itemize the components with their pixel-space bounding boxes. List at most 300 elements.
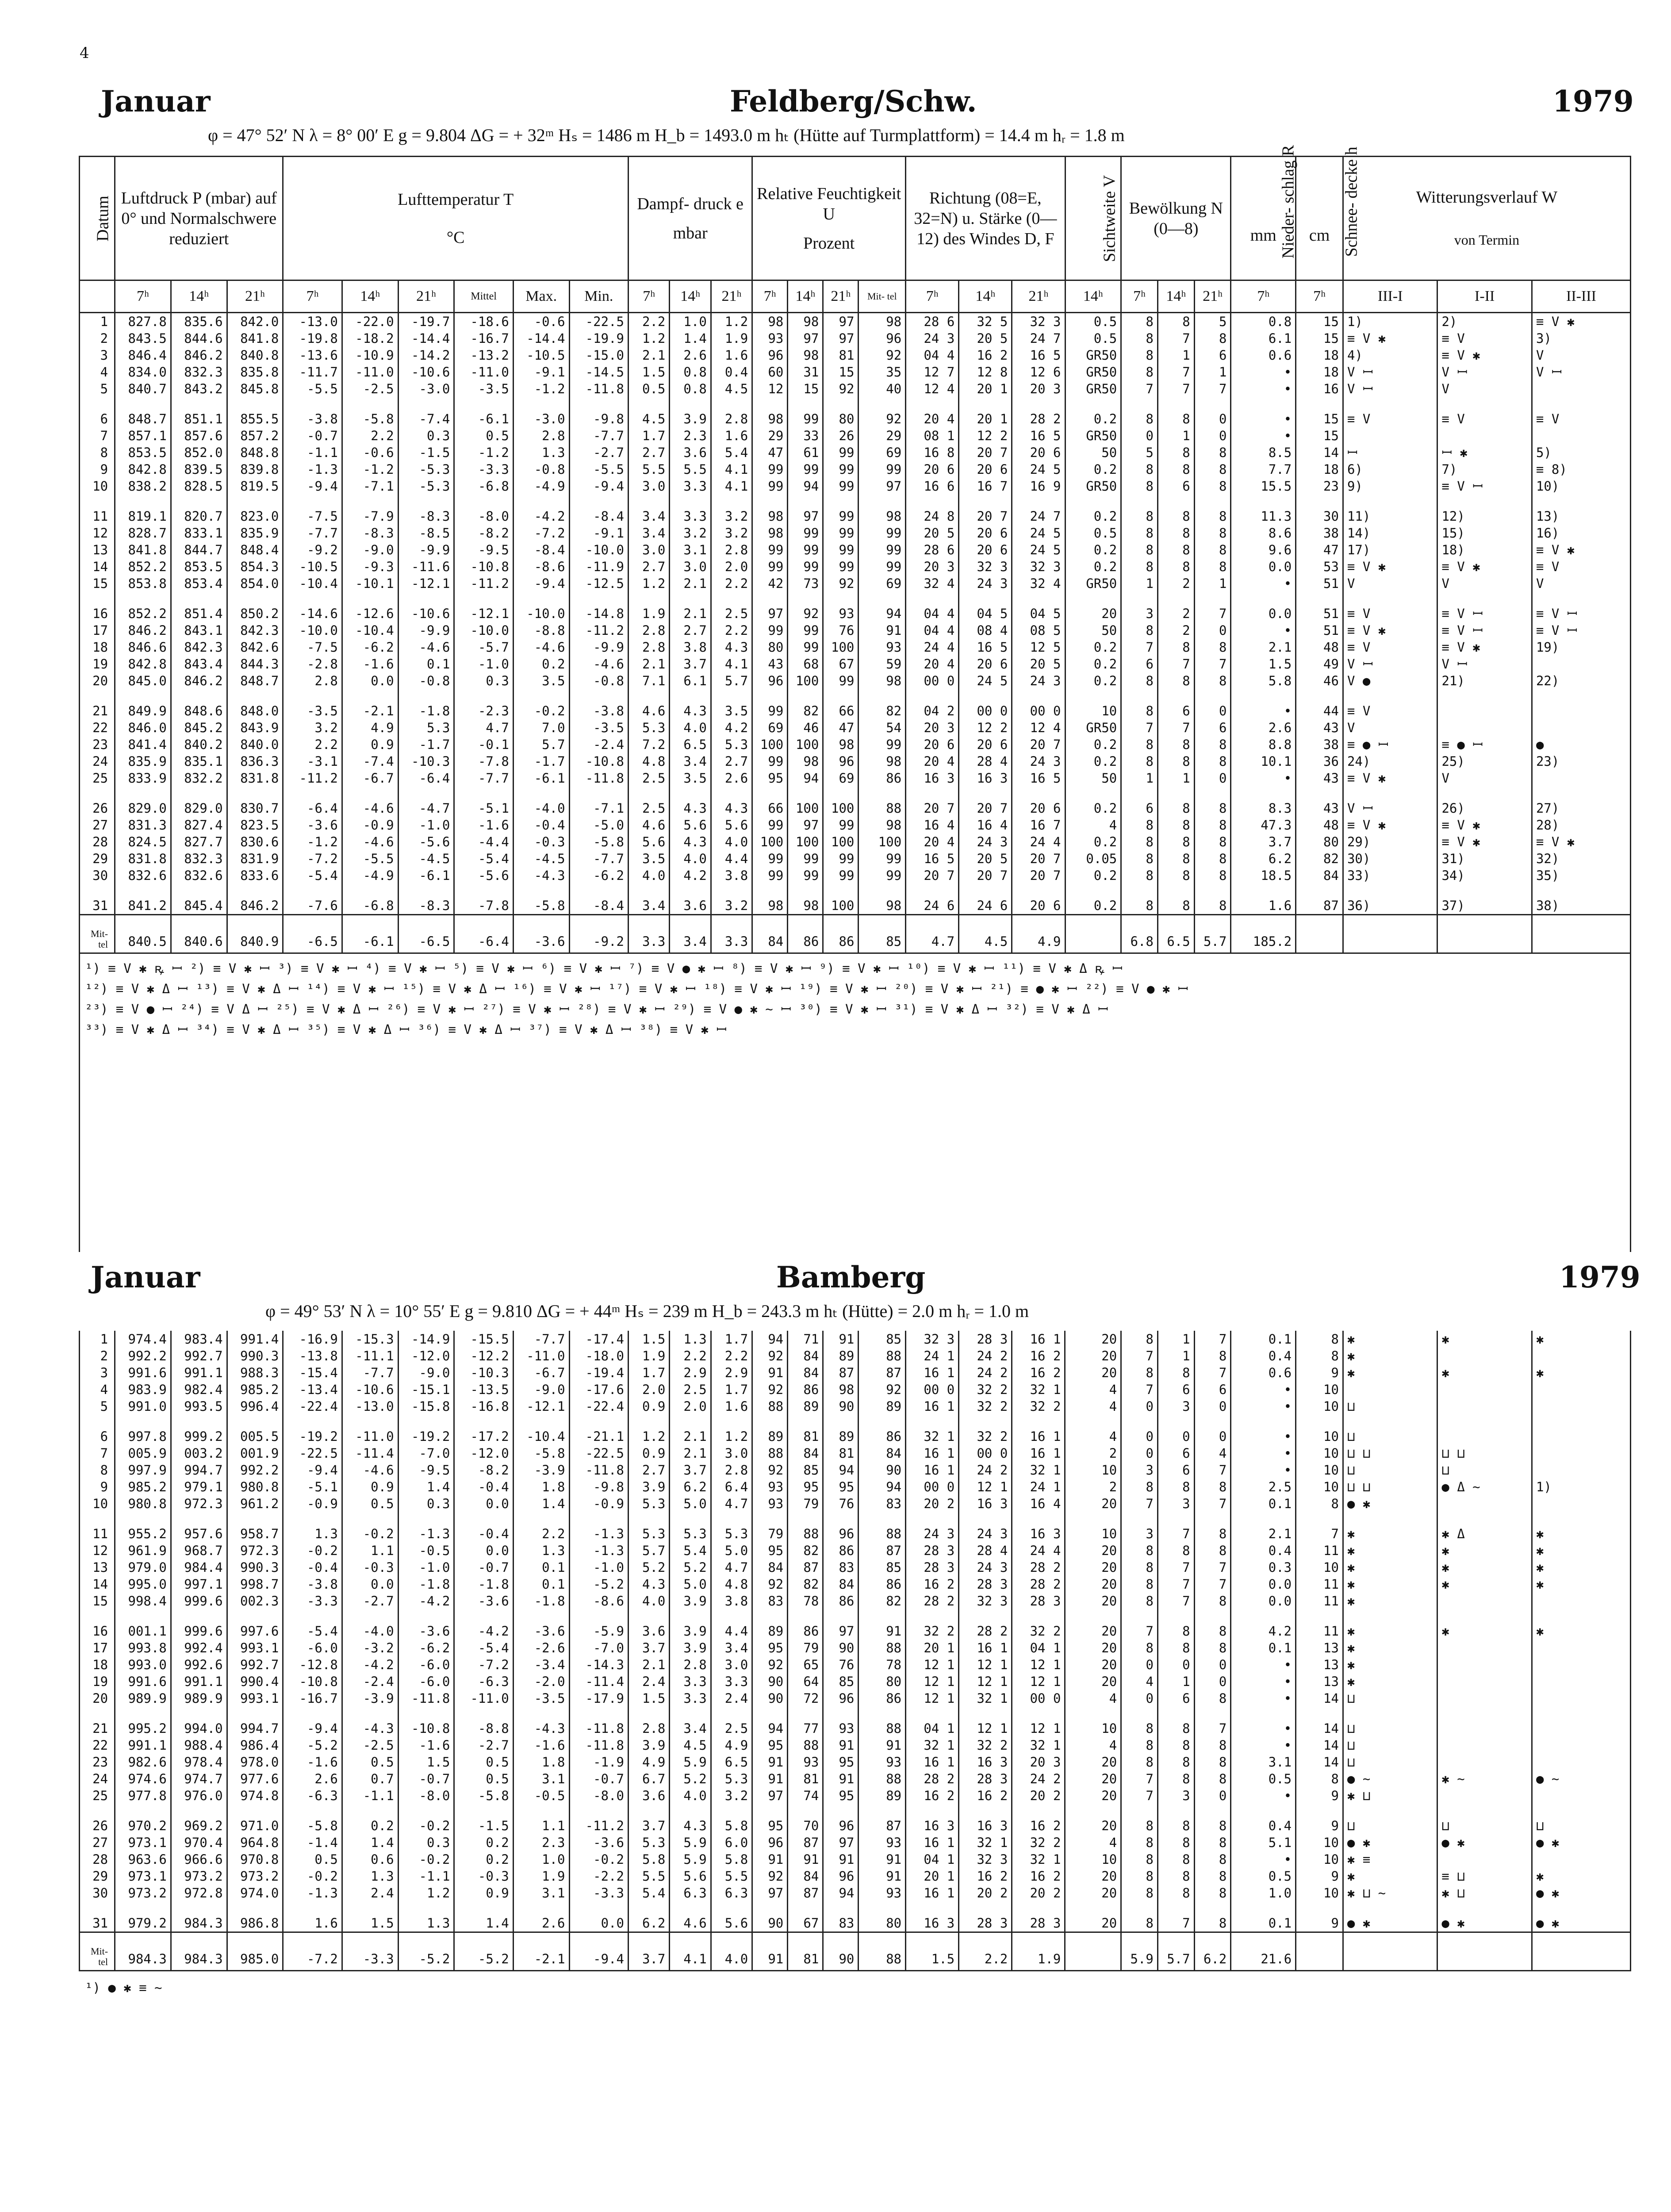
- value-cell: 92: [858, 1381, 906, 1398]
- value-cell: ≡ V ✱: [1532, 313, 1630, 330]
- value-cell: 87: [858, 1542, 906, 1559]
- spacer-cell: [906, 1512, 959, 1525]
- value-cell: -1.3: [283, 461, 342, 478]
- value-cell: 0.2: [1065, 800, 1121, 817]
- spacer-cell: [711, 884, 752, 897]
- mean-cell: [1065, 915, 1121, 953]
- value-cell: GR50: [1065, 347, 1121, 364]
- value-cell: 99: [858, 736, 906, 753]
- spacer-cell: [283, 397, 342, 411]
- mean-cell: -7.2: [283, 1932, 342, 1971]
- value-cell: 92: [752, 1348, 788, 1364]
- value-cell: 47.3: [1231, 817, 1296, 833]
- value-cell: 93: [788, 1754, 823, 1770]
- value-cell: 848.6: [171, 703, 227, 719]
- table-row: [80, 1623, 1631, 1640]
- value-cell: 968.7: [171, 1542, 227, 1559]
- value-cell: -1.2: [283, 833, 342, 850]
- spacer-cell: [1194, 1609, 1231, 1623]
- value-cell: -0.4: [283, 1559, 342, 1576]
- value-cell: 969.2: [171, 1817, 227, 1834]
- value-cell: 99: [823, 672, 858, 689]
- value-cell: 845.8: [227, 380, 283, 397]
- value-cell: 992.2: [227, 1462, 283, 1479]
- value-cell: 842.0: [227, 313, 283, 330]
- value-cell: 90: [823, 1398, 858, 1415]
- value-cell: 10: [1065, 1525, 1121, 1542]
- value-cell: -4.6: [513, 639, 569, 656]
- value-cell: 997.9: [115, 1462, 171, 1479]
- value-cell: 87: [788, 1885, 823, 1901]
- value-cell: ✱: [1532, 1623, 1630, 1640]
- value-cell: 0: [1121, 1690, 1158, 1707]
- value-cell: 98: [788, 897, 823, 915]
- mean-cell: 1.9: [1012, 1932, 1065, 1971]
- value-cell: 100: [823, 800, 858, 817]
- value-cell: 7: [1157, 380, 1194, 397]
- spacer-cell: [227, 689, 283, 703]
- value-cell: 93: [858, 639, 906, 656]
- spacer-cell: [227, 1512, 283, 1525]
- value-cell: 28 4: [959, 753, 1012, 770]
- value-cell: 0: [1194, 1398, 1231, 1415]
- value-cell: -2.5: [342, 1737, 398, 1754]
- value-cell: •: [1231, 770, 1296, 787]
- value-cell: ⊔ ⊔: [1343, 1479, 1437, 1495]
- value-cell: -10.3: [398, 753, 454, 770]
- value-cell: 93: [858, 1754, 906, 1770]
- value-cell: 7: [1157, 1593, 1194, 1609]
- spacer-cell: [1532, 1415, 1630, 1428]
- value-cell: •: [1231, 1690, 1296, 1707]
- mean-cell: 5.9: [1121, 1932, 1158, 1971]
- day-cell: 14: [80, 1576, 115, 1593]
- mean-cell: 1.5: [906, 1932, 959, 1971]
- mean-cell: -5.2: [454, 1932, 513, 1971]
- value-cell: 28 3: [959, 1770, 1012, 1787]
- spacer-cell: [1157, 495, 1194, 508]
- head-bew: Bewölkung N (0—8): [1121, 157, 1231, 280]
- value-cell: 70: [788, 1817, 823, 1834]
- value-cell: 0: [1121, 1398, 1158, 1415]
- value-cell: -11.0: [342, 1428, 398, 1445]
- spacer-cell: [1012, 1804, 1065, 1817]
- value-cell: 3.0: [629, 478, 670, 495]
- spacer-cell: [1121, 495, 1158, 508]
- value-cell: 0.2: [1065, 897, 1121, 915]
- value-cell: 5.7: [628, 1542, 669, 1559]
- value-cell: 20 3: [1012, 1754, 1065, 1770]
- value-cell: 857.2: [227, 427, 283, 444]
- value-cell: 99: [788, 411, 823, 427]
- value-cell: GR50: [1065, 719, 1121, 736]
- value-cell: 04 4: [906, 347, 959, 364]
- value-cell: 4.3: [670, 800, 711, 817]
- value-cell: 979.1: [171, 1479, 227, 1495]
- value-cell: 99: [858, 558, 906, 575]
- value-cell: 2.6: [711, 770, 752, 787]
- spacer-cell: [858, 884, 906, 897]
- spacer-cell: [1532, 1901, 1630, 1915]
- value-cell: -13.8: [283, 1348, 342, 1364]
- value-cell: 985.2: [227, 1381, 283, 1398]
- value-cell: 7: [1157, 364, 1194, 380]
- value-cell: 85: [788, 1462, 823, 1479]
- value-cell: 93: [858, 1834, 906, 1851]
- value-cell: 997.1: [171, 1576, 227, 1593]
- value-cell: 3.3: [711, 1673, 752, 1690]
- value-cell: 08 5: [1012, 622, 1065, 639]
- value-cell: -9.4: [283, 478, 342, 495]
- value-cell: 4.5: [711, 380, 752, 397]
- value-cell: 992.7: [171, 1348, 227, 1364]
- table-row: [80, 1525, 1631, 1542]
- value-cell: 98: [788, 347, 823, 364]
- value-cell: [1532, 1754, 1630, 1770]
- mean-cell: [1437, 915, 1532, 953]
- value-cell: 94: [858, 1479, 906, 1495]
- value-cell: •: [1231, 364, 1296, 380]
- value-cell: 11: [1296, 1593, 1343, 1609]
- value-cell: 830.6: [227, 833, 283, 850]
- value-cell: 24 7: [1012, 508, 1065, 525]
- value-cell: 1.5: [628, 1331, 669, 1348]
- value-cell: 0: [1121, 1428, 1158, 1445]
- footnote-line: ³³) ≡ V ✱ Δ ꟷ ³⁴) ≡ V ✱ Δ ꟷ ³⁵) ≡ V ✱ Δ ꟷ ³⁶) ≡ V ✱ Δ ꟷ ³⁷) ≡ V ✱ Δ ꟷ ³⁸) ≡ V ✱ ꟷ: [85, 1022, 727, 1037]
- value-cell: 0.8: [670, 380, 711, 397]
- spacer-cell: [959, 787, 1012, 800]
- spacer-cell: [1065, 495, 1121, 508]
- value-cell: 32 1: [906, 1737, 959, 1754]
- value-cell: 7: [1157, 719, 1194, 736]
- value-cell: 31: [788, 364, 823, 380]
- value-cell: 3.2: [670, 525, 711, 541]
- value-cell: 990.4: [227, 1673, 283, 1690]
- sub-u21: 21ʰ: [823, 280, 858, 313]
- value-cell: 91: [858, 1851, 906, 1868]
- value-cell: -5.4: [454, 850, 513, 867]
- value-cell: 10): [1532, 478, 1630, 495]
- spacer-cell: [227, 787, 283, 800]
- value-cell: 995.0: [115, 1576, 171, 1593]
- value-cell: 7: [1194, 1720, 1231, 1737]
- spacer-cell: [752, 1804, 788, 1817]
- value-cell: -0.7: [283, 427, 342, 444]
- value-cell: ✱: [1343, 1673, 1437, 1690]
- spacer-cell: [1296, 397, 1343, 411]
- spacer-cell: [1437, 884, 1532, 897]
- spacer-cell: [80, 884, 115, 897]
- spacer-cell: [858, 689, 906, 703]
- spacer-cell: [1157, 1804, 1194, 1817]
- spacer-cell: [629, 495, 670, 508]
- value-cell: 4.9: [711, 1737, 752, 1754]
- value-cell: 844.6: [171, 330, 227, 347]
- value-cell: 991.6: [115, 1673, 171, 1690]
- value-cell: ✱: [1532, 1542, 1630, 1559]
- day-cell: 3: [80, 1364, 115, 1381]
- value-cell: -8.0: [569, 1787, 628, 1804]
- sub-r7: 7ʰ: [1231, 280, 1296, 313]
- table-row: [80, 461, 1631, 478]
- mean-cell: 88: [858, 1932, 906, 1971]
- value-cell: 6.5: [670, 736, 711, 753]
- spacer-cell: [823, 1415, 858, 1428]
- value-cell: 848.0: [227, 703, 283, 719]
- value-cell: [1437, 1720, 1532, 1737]
- value-cell: ⊔: [1343, 1690, 1437, 1707]
- value-cell: 2.2: [670, 1348, 711, 1364]
- value-cell: -1.8: [398, 1576, 454, 1593]
- value-cell: 4.5: [629, 411, 670, 427]
- value-cell: 4.2: [1231, 1623, 1296, 1640]
- value-cell: 851.4: [171, 605, 227, 622]
- value-cell: 16 3: [959, 1754, 1012, 1770]
- value-cell: -1.5: [398, 444, 454, 461]
- spacer-cell: [1532, 1609, 1630, 1623]
- spacer-cell: [752, 1707, 788, 1720]
- spacer-cell: [752, 1512, 788, 1525]
- value-cell: -9.3: [342, 558, 398, 575]
- spacer-cell: [959, 1609, 1012, 1623]
- value-cell: 4.1: [711, 478, 752, 495]
- value-cell: -9.0: [342, 541, 398, 558]
- value-cell: 91: [858, 1868, 906, 1885]
- value-cell: 16 2: [906, 1787, 959, 1804]
- value-cell: 20 5: [959, 850, 1012, 867]
- value-cell: 0.2: [1065, 672, 1121, 689]
- value-cell: 993.0: [115, 1656, 171, 1673]
- value-cell: 8: [1157, 444, 1194, 461]
- value-cell: [1532, 1720, 1630, 1737]
- value-cell: 12 1: [906, 1690, 959, 1707]
- spacer-cell: [858, 1415, 906, 1428]
- value-cell: 10: [1296, 1834, 1343, 1851]
- value-cell: 96: [752, 347, 788, 364]
- value-cell: 3.9: [628, 1737, 669, 1754]
- spacer-cell: [1532, 1804, 1630, 1817]
- value-cell: 92: [823, 380, 858, 397]
- value-cell: 8: [1157, 897, 1194, 915]
- spacer-cell: [1343, 1707, 1437, 1720]
- value-cell: 10: [1296, 1398, 1343, 1415]
- value-cell: 4.3: [670, 703, 711, 719]
- day-cell: 9: [80, 1479, 115, 1495]
- value-cell: 51: [1296, 575, 1343, 592]
- mean-cell: [1532, 915, 1630, 953]
- value-cell: 2.4: [628, 1673, 669, 1690]
- value-cell: 2.6: [670, 347, 711, 364]
- value-cell: -14.8: [569, 605, 628, 622]
- head-datum: Datum: [80, 157, 115, 280]
- value-cell: [1437, 1398, 1532, 1415]
- value-cell: 4.0: [670, 1787, 711, 1804]
- value-cell: 08 1: [906, 427, 959, 444]
- value-cell: -1.3: [569, 1525, 628, 1542]
- table-row: [80, 1851, 1631, 1868]
- value-cell: 80: [823, 411, 858, 427]
- spacer-cell: [1121, 1415, 1158, 1428]
- value-cell: 0.5: [1065, 330, 1121, 347]
- value-cell: -7.6: [283, 897, 342, 915]
- value-cell: 14: [1296, 444, 1343, 461]
- value-cell: 0.9: [628, 1445, 669, 1462]
- value-cell: 0: [1157, 1656, 1194, 1673]
- value-cell: -7.7: [342, 1364, 398, 1381]
- value-cell: 16 1: [959, 1640, 1012, 1656]
- value-cell: -11.8: [569, 380, 628, 397]
- day-cell: 5: [80, 380, 115, 397]
- spacer-cell: [670, 1707, 711, 1720]
- value-cell: -6.2: [398, 1640, 454, 1656]
- value-cell: -6.1: [398, 867, 454, 884]
- value-cell: -15.4: [283, 1364, 342, 1381]
- value-cell: 0.5: [454, 1770, 513, 1787]
- sub-h7: 7ʰ: [1296, 280, 1343, 313]
- value-cell: -18.2: [342, 330, 398, 347]
- value-cell: 831.8: [115, 850, 171, 867]
- spacer-cell: [454, 787, 513, 800]
- value-cell: 0.1: [513, 1576, 569, 1593]
- value-cell: 88: [858, 800, 906, 817]
- value-cell: 832.6: [171, 867, 227, 884]
- value-cell: 3.8: [670, 639, 711, 656]
- value-cell: ⊔: [1343, 1754, 1437, 1770]
- value-cell: -10.8: [569, 753, 628, 770]
- value-cell: 6.2: [670, 1479, 711, 1495]
- value-cell: 973.1: [115, 1834, 171, 1851]
- value-cell: 15: [1296, 427, 1343, 444]
- value-cell: 67: [823, 656, 858, 672]
- value-cell: 49: [1296, 656, 1343, 672]
- table-row: [80, 427, 1631, 444]
- value-cell: 1: [1157, 1348, 1194, 1364]
- value-cell: [1532, 1445, 1630, 1462]
- mean-cell: 2.2: [959, 1932, 1012, 1971]
- value-cell: -3.4: [513, 1656, 569, 1673]
- value-cell: 2.5: [711, 605, 752, 622]
- spacer-cell: [115, 495, 171, 508]
- value-cell: •: [1231, 703, 1296, 719]
- value-cell: 32 3: [959, 1593, 1012, 1609]
- value-cell: 974.0: [227, 1885, 283, 1901]
- value-cell: 48: [1296, 639, 1343, 656]
- value-cell: 5.4: [670, 1542, 711, 1559]
- value-cell: -10.8: [454, 558, 513, 575]
- value-cell: 8: [1194, 330, 1231, 347]
- value-cell: -0.7: [398, 1770, 454, 1787]
- value-cell: 29: [858, 427, 906, 444]
- value-cell: 0.4: [1231, 1817, 1296, 1834]
- spacer-cell: [1437, 592, 1532, 605]
- value-cell: 6.2: [1231, 850, 1296, 867]
- value-cell: 6: [1157, 703, 1194, 719]
- value-cell: -8.6: [513, 558, 569, 575]
- value-cell: 91: [858, 1737, 906, 1754]
- value-cell: -0.6: [342, 444, 398, 461]
- value-cell: 32 3: [1012, 313, 1065, 330]
- spacer-cell: [1012, 1415, 1065, 1428]
- day-cell: 6: [80, 411, 115, 427]
- head-wind: Richtung (08=E, 32=N) u. Stärke (0—12) des Windes D, F: [906, 157, 1065, 280]
- spacer-cell: [1121, 1901, 1158, 1915]
- sub-u7: 7ʰ: [752, 280, 788, 313]
- value-cell: 4.4: [711, 850, 752, 867]
- head-dampf: Dampf- druck e mbar: [629, 157, 752, 280]
- value-cell: 831.8: [227, 770, 283, 787]
- spacer-cell: [788, 1415, 823, 1428]
- value-cell: 958.7: [227, 1525, 283, 1542]
- day-cell: 22: [80, 1737, 115, 1754]
- value-cell: 972.3: [171, 1495, 227, 1512]
- value-cell: 16 6: [906, 478, 959, 495]
- table-row: [80, 719, 1631, 736]
- value-cell: 842.8: [115, 461, 171, 478]
- value-cell: 979.0: [115, 1559, 171, 1576]
- value-cell: 8: [1157, 1479, 1194, 1495]
- value-cell: 99: [788, 525, 823, 541]
- mean-row: [80, 1932, 1631, 1971]
- table-row: [80, 575, 1631, 592]
- value-cell: 94: [823, 1462, 858, 1479]
- value-cell: 88: [858, 1640, 906, 1656]
- value-cell: 8: [1121, 1640, 1158, 1656]
- spacer-cell: [1194, 592, 1231, 605]
- value-cell: 86: [858, 1690, 906, 1707]
- value-cell: 100: [788, 833, 823, 850]
- spacer-cell: [569, 1707, 628, 1720]
- value-cell: 8: [1121, 897, 1158, 915]
- value-cell: -13.0: [342, 1398, 398, 1415]
- value-cell: -1.0: [454, 656, 513, 672]
- mean-cell: [1296, 1932, 1343, 1971]
- table-row: [80, 672, 1631, 689]
- value-cell: 848.7: [227, 672, 283, 689]
- value-cell: 90: [823, 1640, 858, 1656]
- value-cell: 92: [858, 411, 906, 427]
- table-row: [80, 1817, 1631, 1834]
- value-cell: 4: [1065, 1737, 1121, 1754]
- mean-cell: -6.5: [283, 915, 342, 953]
- value-cell: 3.1: [513, 1770, 569, 1787]
- value-cell: 11): [1343, 508, 1437, 525]
- value-cell: 0.6: [1231, 1364, 1296, 1381]
- value-cell: 1.5: [342, 1915, 398, 1932]
- value-cell: 0.9: [454, 1885, 513, 1901]
- value-cell: 16 3: [1012, 1525, 1065, 1542]
- value-cell: 20 4: [906, 411, 959, 427]
- value-cell: V: [1532, 575, 1630, 592]
- value-cell: 92: [788, 605, 823, 622]
- day-cell: 18: [80, 1656, 115, 1673]
- value-cell: -9.4: [283, 1462, 342, 1479]
- value-cell: 8: [1194, 1348, 1231, 1364]
- spacer-cell: [342, 689, 398, 703]
- table-row: [80, 897, 1631, 915]
- value-cell: -13.6: [283, 347, 342, 364]
- value-cell: 16 1: [906, 1364, 959, 1381]
- value-cell: 10: [1065, 1851, 1121, 1868]
- value-cell: -0.9: [342, 817, 398, 833]
- day-cell: 6: [80, 1428, 115, 1445]
- value-cell: 79: [788, 1640, 823, 1656]
- spacer-cell: [283, 1512, 342, 1525]
- value-cell: ✱ ∼: [1437, 1770, 1532, 1787]
- spacer-cell: [1343, 884, 1437, 897]
- station2-name: Bamberg: [776, 1260, 926, 1294]
- value-cell: 24 1: [906, 1348, 959, 1364]
- value-cell: 4.5: [670, 1737, 711, 1754]
